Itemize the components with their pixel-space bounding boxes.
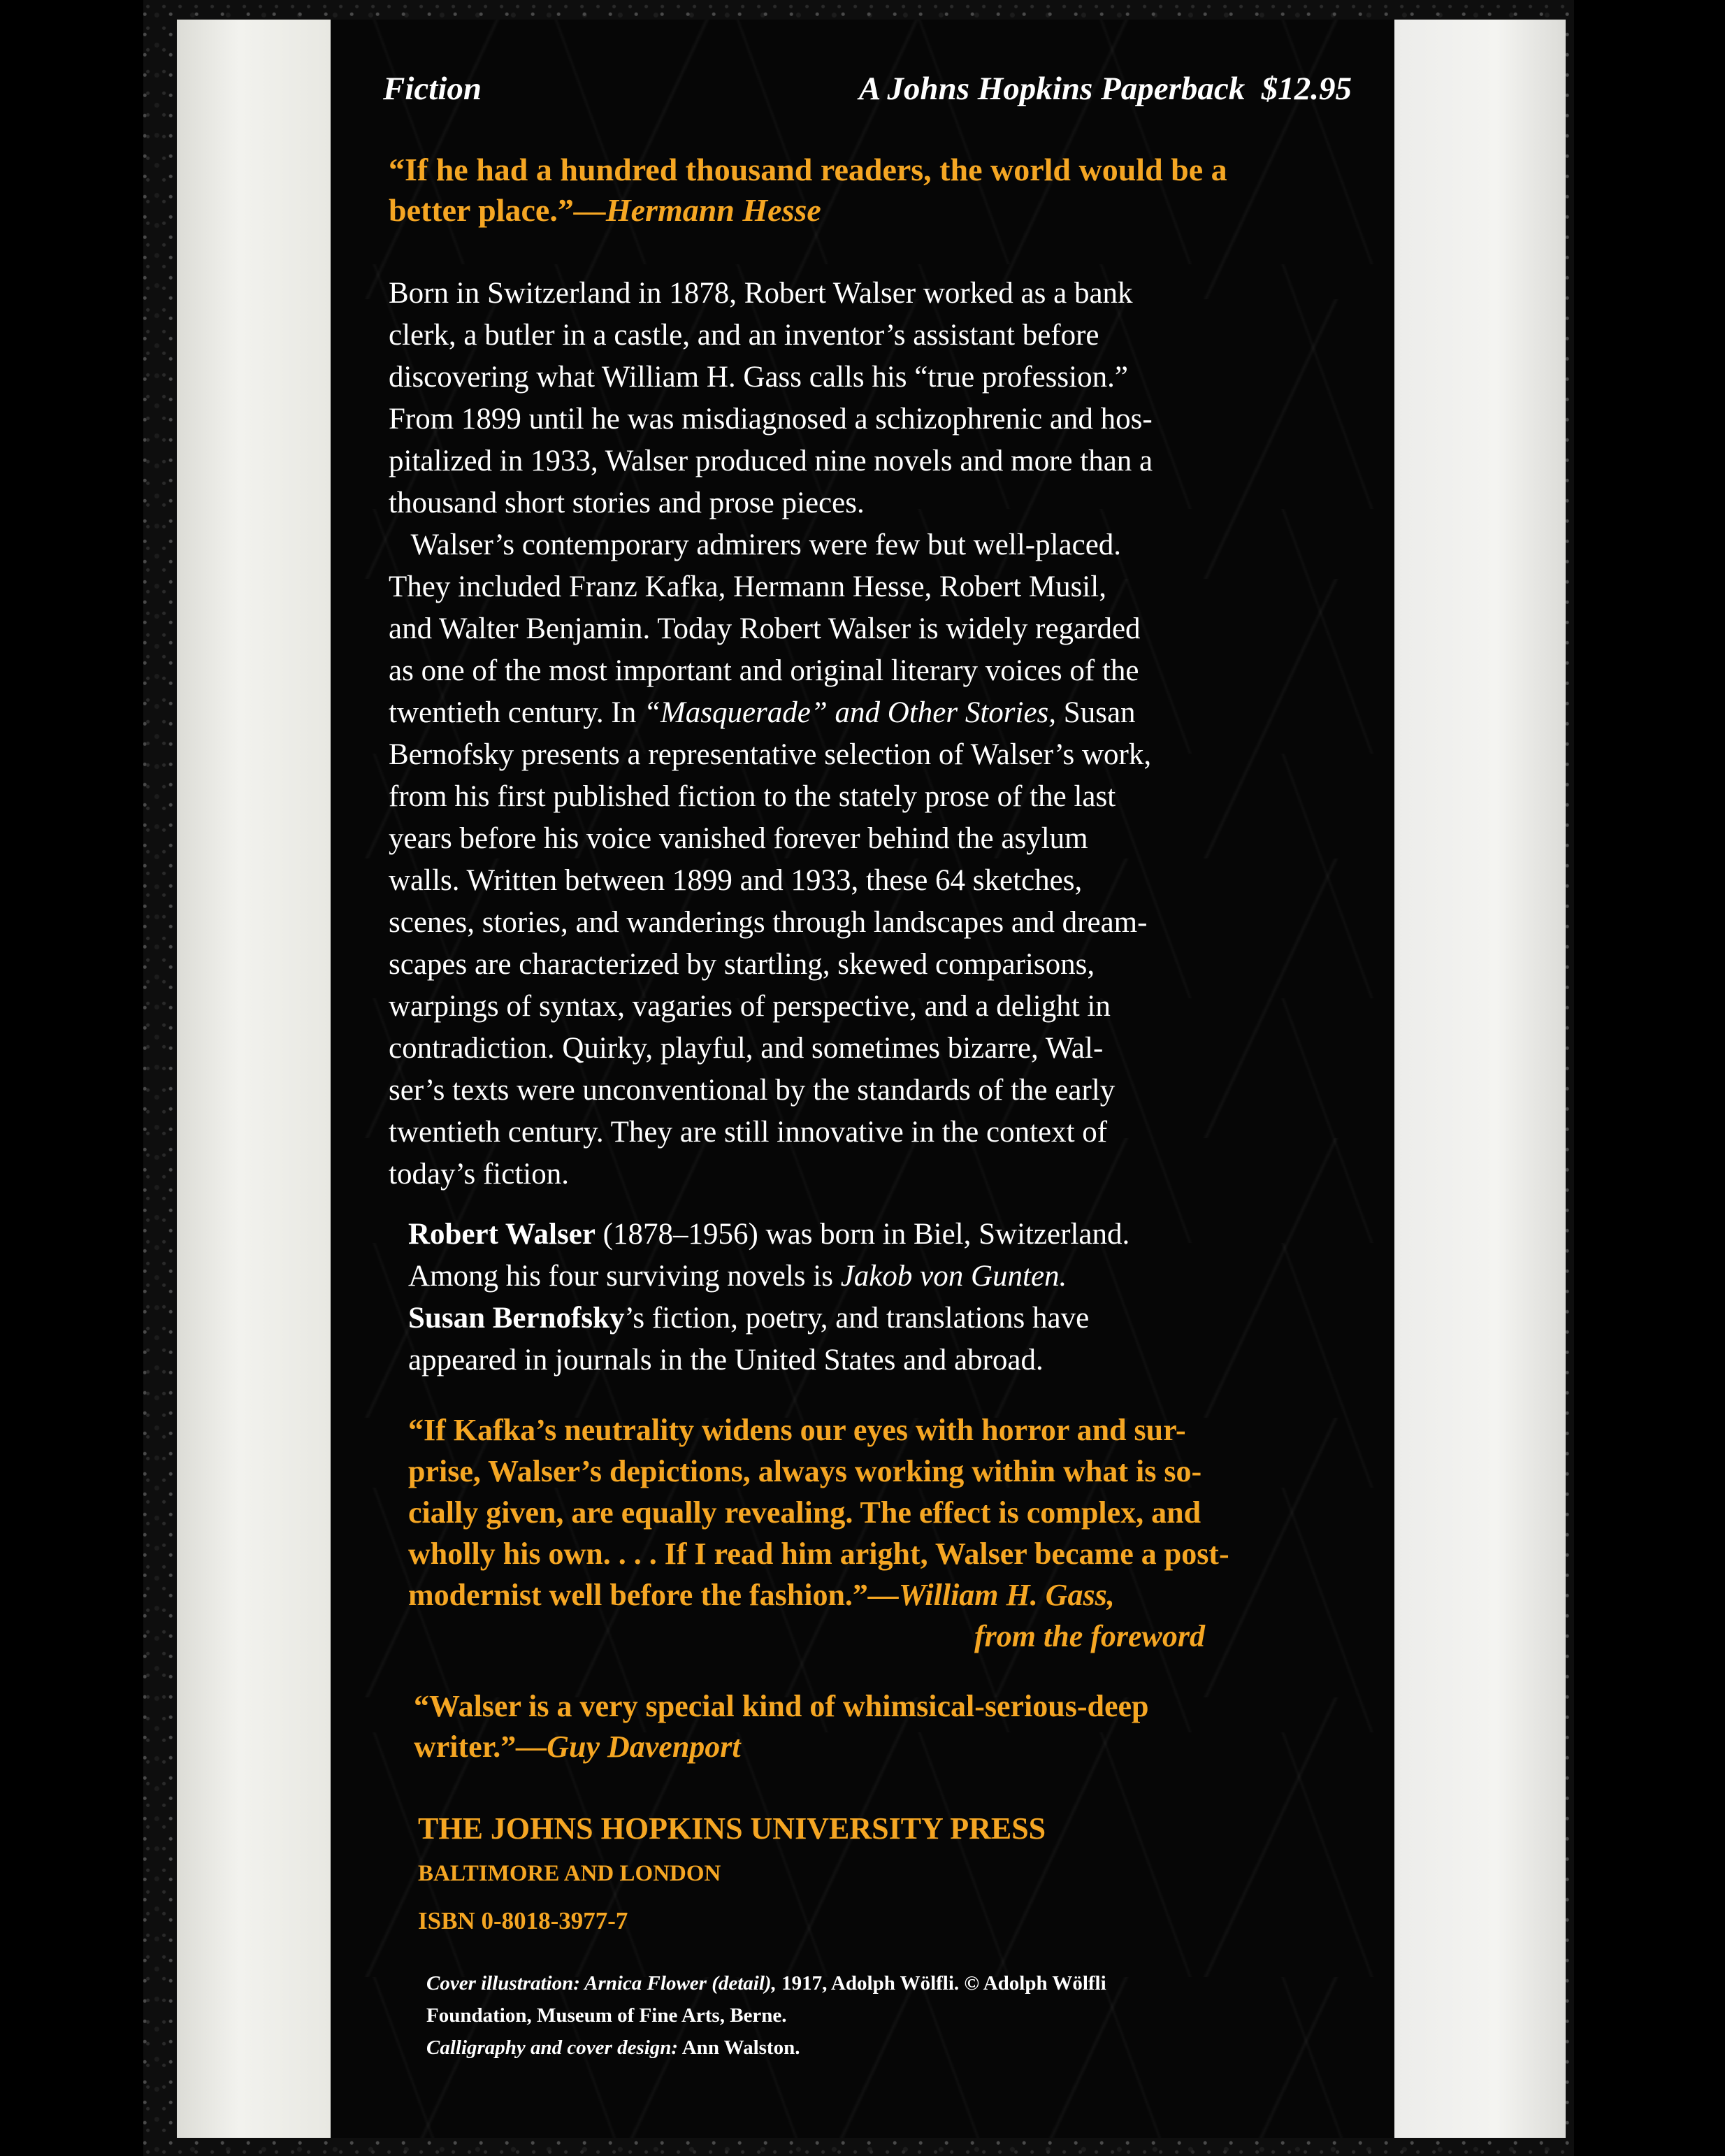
description-line: walls. Written between 1899 and 1933, these 64 sketches, [389,864,1083,897]
author-bio [408,1214,1129,1381]
description-line: and Walter Benjamin. Today Robert Walser is widely regarded [389,612,1141,645]
davenport-quote-text: writer.” [414,1730,517,1764]
credits-line [426,1967,1106,1999]
davenport-quote-line1: “Walser is a very special kind of whimsical-serious-deep [414,1689,1149,1723]
isbn: ISBN 0-8018-3977-7 [418,1907,628,1934]
description-line: From 1899 until he was misdiagnosed a schizophrenic and hos- [389,403,1153,436]
gass-attribution-source: from the foreword [974,1619,1205,1653]
genre-label: Fiction [383,71,482,107]
description-line: twentieth century. They are still innovative in the context of [389,1116,1108,1149]
gass-attribution: —William H. Gass, [867,1578,1115,1612]
illustration-credit-label: Cover illustration: Arnica Flower (detail), [426,1972,777,1995]
publisher-cities: BALTIMORE AND LONDON [418,1861,721,1886]
bio-line [408,1256,1129,1298]
description-line: as one of the most important and original literary voices of the [389,654,1139,687]
book-page-edge-right [1392,20,1566,2138]
black-border-right [1574,0,1725,2156]
description-line: from his first published fiction to the stately prose of the last [389,780,1116,813]
hesse-attribution: —Hermann Hesse [573,192,821,228]
cover-credits [426,1967,1106,2064]
hesse-quote-line1: “If he had a hundred thousand readers, the world would be a [389,152,1227,187]
bio-fragment: ’s fiction, poetry, and translations have [624,1302,1090,1335]
bio-line: appeared in journals in the United States and abroad. [408,1344,1044,1377]
credits-line [426,2032,1106,2064]
description-fragment: twentieth century. In [389,696,644,729]
davenport-quote-line2 [414,1727,1149,1767]
bio-line [408,1214,1129,1256]
gass-quote-line: prise, Walser’s depictions, always working within what is so- [408,1454,1202,1488]
gass-quote-line: wholly his own. . . . If I read him aright, Walser became a post- [408,1537,1229,1571]
davenport-quote [414,1686,1149,1767]
description-line: contradiction. Quirky, playful, and sometimes bizarre, Wal- [389,1032,1104,1065]
davenport-attribution: —Guy Davenport [516,1730,741,1764]
gass-quote-line [408,1574,1229,1616]
illustration-credit-detail: 1917, Adolph Wölfli. © Adolph Wölfli [776,1972,1106,1995]
description-line: scapes are characterized by startling, skewed comparisons, [389,948,1095,981]
description-line: discovering what William H. Gass calls his “true profession.” [389,361,1128,394]
gass-attribution-line2 [408,1616,1229,1657]
bio-line [408,1298,1129,1339]
hesse-quote-line2 [389,190,1227,231]
design-credit-name: Ann Walston. [678,2036,800,2059]
publisher-name: THE JOHNS HOPKINS UNIVERSITY PRESS [418,1811,1046,1846]
description-line: Walser’s contemporary admirers were few but well-placed. [389,529,1122,561]
description-line: thousand short stories and prose pieces. [389,487,865,519]
description-line: They included Franz Kafka, Hermann Hesse, Robert Musil, [389,570,1106,603]
credits-line [426,1999,1106,2032]
book-title: “Masquerade” and Other Stories, [643,696,1057,729]
illustration-credit-line2: Foundation, Museum of Fine Arts, Berne. [426,2004,787,2027]
description-line: today’s fiction. [389,1158,569,1191]
book-page-edge-left [177,20,332,2138]
black-border-left [0,0,143,2156]
gass-quote-text: modernist well before the fashion.” [408,1578,868,1612]
author-name: Robert Walser [408,1218,596,1251]
gass-quote [408,1409,1229,1657]
description-text [389,273,1153,1195]
description-line: clerk, a butler in a castle, and an inventor’s assistant before [389,319,1099,352]
description-line: warpings of syntax, vagaries of perspective, and a delight in [389,990,1111,1023]
description-line [389,692,1153,734]
gass-quote-line: cially given, are equally revealing. The effect is complex, and [408,1495,1201,1530]
description-line: scenes, stories, and wanderings through landscapes and dream- [389,906,1148,939]
description-line: pitalized in 1933, Walser produced nine novels and more than a [389,445,1153,477]
hesse-quote-text: better place.” [389,192,574,228]
translator-name: Susan Bernofsky [408,1302,625,1335]
bio-fragment: (1878–1956) was born in Biel, Switzerland. [595,1218,1130,1251]
description-line: ser’s texts were unconventional by the standards of the early [389,1074,1116,1107]
description-fragment: Susan [1056,696,1136,729]
design-credit-label: Calligraphy and cover design: [426,2036,679,2059]
cover-header [383,70,1352,115]
description-line: Born in Switzerland in 1878, Robert Walser worked as a bank [389,277,1133,310]
series-price: A Johns Hopkins Paperback $12.95 [858,71,1352,107]
bio-fragment: Among his four surviving novels is [408,1260,841,1293]
novel-title: Jakob von Gunten. [840,1260,1067,1293]
description-line: Bernofsky presents a representative selection of Walser’s work, [389,738,1152,771]
hesse-quote [389,150,1227,231]
description-line: years before his voice vanished forever behind the asylum [389,822,1088,855]
gass-quote-line: “If Kafka’s neutrality widens our eyes with horror and sur- [408,1413,1186,1447]
